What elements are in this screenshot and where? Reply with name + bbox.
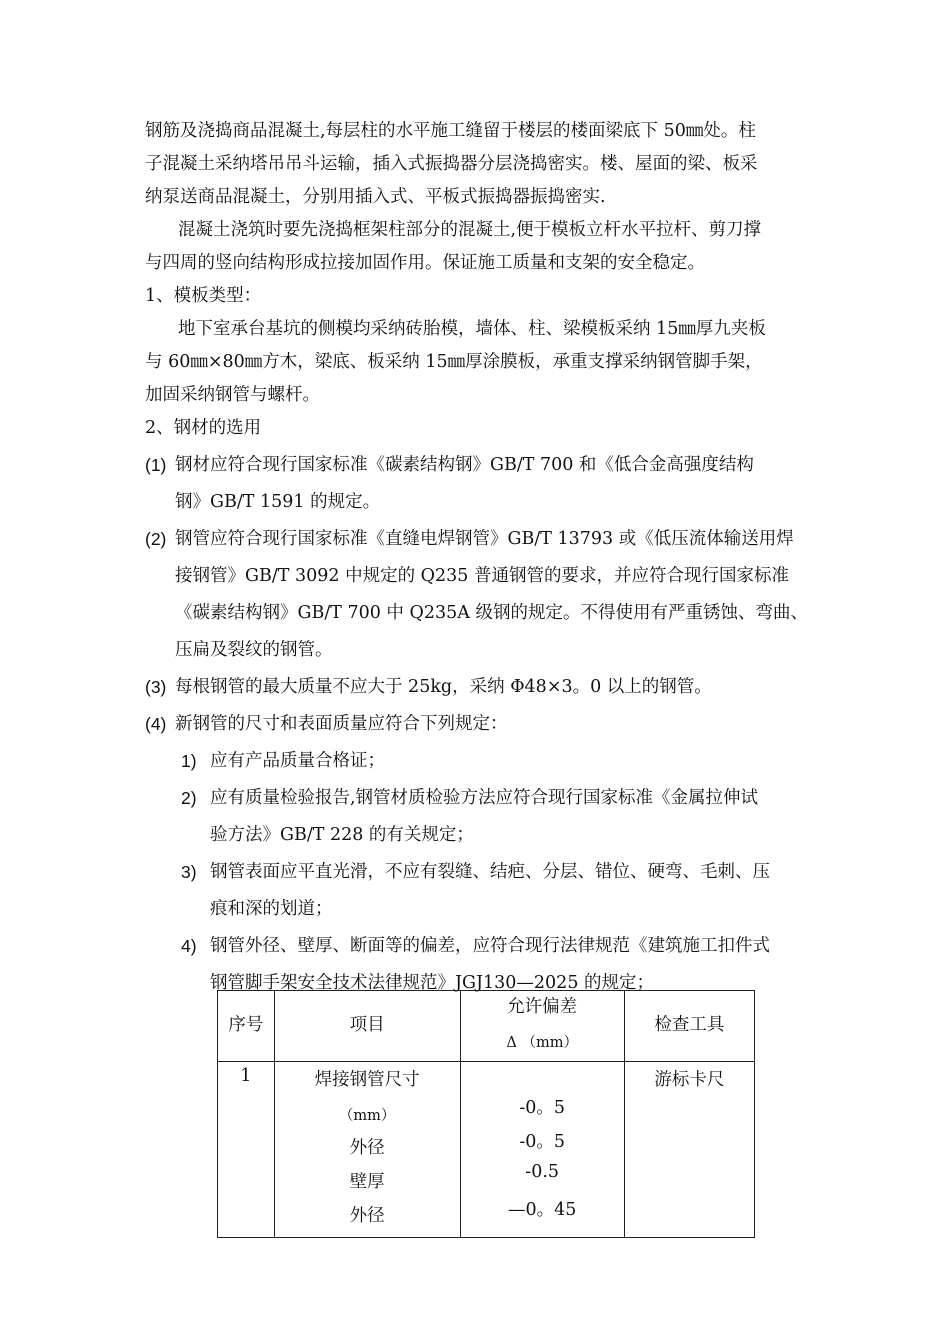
list-item-line: 接钢管》GB/T 3092 中规定的 Q235 普通钢管的要求，并应符合现行国家标准 <box>175 566 789 586</box>
cell-item-line: （mm） <box>338 1108 396 1124</box>
header-tool <box>624 991 754 1062</box>
paragraph-line: 混凝土浇筑时要先浇捣框架柱部分的混凝土,便于模板立杆水平拉杆、剪刀撑 <box>178 220 762 240</box>
sublist-item-line: 痕和深的划道； <box>210 899 333 919</box>
cell-item-line: 焊接钢管尺寸 <box>314 1070 420 1090</box>
cell-no-text: 1 <box>240 1066 252 1086</box>
tolerance-table <box>217 990 755 1238</box>
list-item-line: 钢材应符合现行国家标准《碳素结构钢》GB/T 700 和《低合金高强度结构 <box>175 455 754 475</box>
header-tolerance-line2: Δ （mm） <box>506 1035 578 1051</box>
header-no-text: 序号 <box>228 1015 264 1035</box>
sublist-item-line: 应有产品质量合格证； <box>210 751 385 771</box>
paragraph-line: 加固采纳钢管与螺杆。 <box>145 385 320 405</box>
cell-tolerance-value: -0。5 <box>519 1132 565 1152</box>
cell-tolerance-value: -0。5 <box>519 1098 565 1118</box>
list-item-label: (4) <box>145 714 167 734</box>
paragraph-line: 纳泵送商品混凝土，分别用插入式、平板式振捣器振捣密实. <box>145 187 606 207</box>
list-item-label: (2) <box>145 529 167 549</box>
header-tolerance-line1: 允许偏差 <box>507 997 578 1017</box>
section-heading: 1、模板类型： <box>145 286 262 306</box>
list-item-line: 钢》GB/T 1591 的规定。 <box>175 492 381 512</box>
cell-tolerance-value: —0。45 <box>507 1200 577 1220</box>
cell-item-line: 外径 <box>349 1138 385 1158</box>
table-row <box>218 1062 755 1238</box>
cell-item-line: 壁厚 <box>349 1172 385 1192</box>
header-tolerance <box>460 991 624 1062</box>
list-item-line: 《碳素结构钢》GB/T 700 中 Q235A 级钢的规定。不得使用有严重锈蚀、弯曲、 <box>175 603 808 623</box>
header-item-text: 项目 <box>349 1015 385 1035</box>
cell-item <box>274 1062 460 1238</box>
sublist-item-line: 钢管脚手架安全技术法律规范》JGJ130—2025 的规定； <box>210 973 655 993</box>
sublist-item-line: 验方法》GB/T 228 的有关规定； <box>210 825 474 845</box>
paragraph-line: 与 60㎜×80㎜方木，梁底、板采纳 15㎜厚涂膜板，承重支撑采纳钢管脚手架， <box>145 352 763 372</box>
paragraph-line: 子混凝土采纳塔吊吊斗运输，插入式振捣器分层浇捣密实。楼、屋面的梁、板采 <box>145 154 758 174</box>
sublist-item-label: 3) <box>181 862 197 882</box>
cell-tool <box>624 1062 754 1238</box>
list-item-line: 新钢管的尺寸和表面质量应符合下列规定： <box>175 714 508 734</box>
sublist-item-label: 4) <box>181 936 197 956</box>
header-no <box>218 991 275 1062</box>
cell-item-line: 外径 <box>349 1206 385 1226</box>
cell-tool-text: 游标卡尺 <box>654 1070 725 1090</box>
paragraph-line: 钢筋及浇捣商品混凝土,每层柱的水平施工缝留于楼层的楼面梁底下 50㎜处。柱 <box>145 121 756 141</box>
list-item-label: (1) <box>145 455 167 475</box>
header-item <box>274 991 460 1062</box>
paragraph-line: 与四周的竖向结构形成拉接加固作用。保证施工质量和支架的安全稳定。 <box>145 253 705 273</box>
cell-no <box>218 1062 275 1238</box>
list-item-line: 每根钢管的最大质量不应大于 25kg，采纳 Φ48×3。0 以上的钢管。 <box>175 677 712 697</box>
section-heading: 2、钢材的选用 <box>145 418 262 438</box>
cell-tolerance <box>460 1062 624 1238</box>
table-header-row <box>218 991 755 1062</box>
list-item-line: 压扁及裂纹的钢管。 <box>175 640 333 660</box>
header-tool-text: 检查工具 <box>654 1015 725 1035</box>
paragraph-line: 地下室承台基坑的侧模均采纳砖胎模，墙体、柱、梁模板采纳 15㎜厚九夹板 <box>178 319 766 339</box>
list-item-label: (3) <box>145 677 167 697</box>
sublist-item-label: 2) <box>181 788 197 808</box>
sublist-item-line: 钢管表面应平直光滑，不应有裂缝、结疤、分层、错位、硬弯、毛刺、压 <box>210 862 770 882</box>
sublist-item-label: 1) <box>181 751 197 771</box>
cell-tolerance-value: -0.5 <box>525 1162 560 1182</box>
sublist-item-line: 应有质量检验报告,钢管材质检验方法应符合现行国家标准《金属拉伸试 <box>210 788 759 808</box>
list-item-line: 钢管应符合现行国家标准《直缝电焊钢管》GB/T 13793 或《低压流体输送用焊 <box>175 529 794 549</box>
sublist-item-line: 钢管外径、壁厚、断面等的偏差，应符合现行法律规范《建筑施工扣件式 <box>210 936 770 956</box>
